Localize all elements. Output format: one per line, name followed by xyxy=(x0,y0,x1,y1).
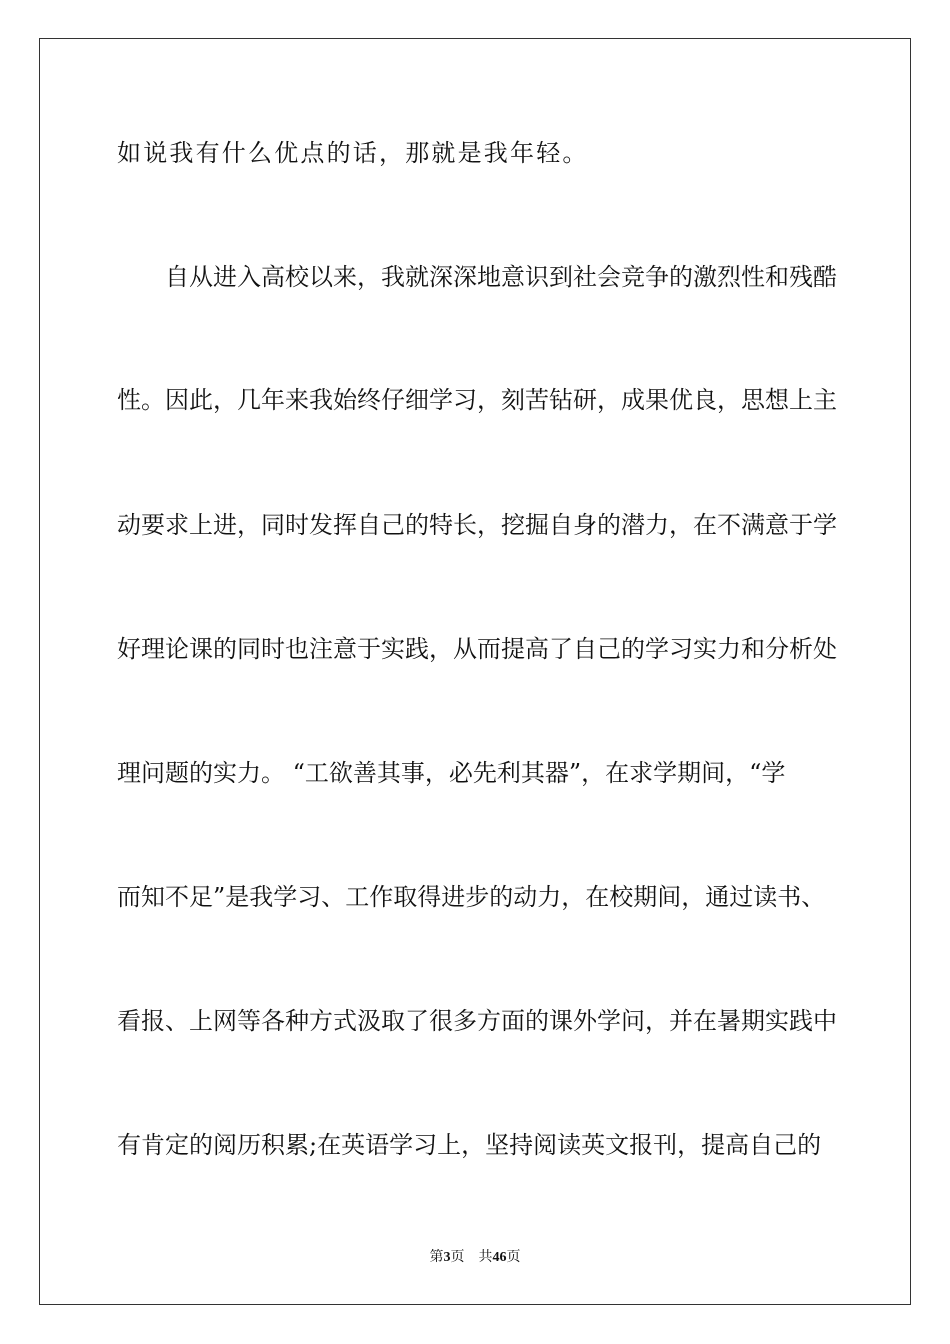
paragraph-line: 看报、上网等各种方式汲取了很多方面的课外学问，并在暑期实践中 xyxy=(117,1007,837,1035)
page-prefix: 第 xyxy=(429,1249,444,1265)
total-suffix: 页 xyxy=(506,1249,521,1265)
page-number: 3 xyxy=(443,1250,451,1265)
total-pages: 46 xyxy=(492,1250,507,1265)
paragraph-line: 如说我有什么优点的话，那就是我年轻。 xyxy=(117,139,589,167)
page-border xyxy=(39,38,911,1305)
paragraph-line: 性。因此，几年来我始终仔细学习，刻苦钻研，成果优良，思想上主 xyxy=(117,386,837,414)
paragraph-line: 自从进入高校以来，我就深深地意识到社会竞争的激烈性和残酷 xyxy=(165,263,837,291)
paragraph-line: 动要求上进，同时发挥自己的特长，挖掘自身的潜力，在不满意于学 xyxy=(117,511,837,539)
paragraph-line: 而知不足”是我学习、工作取得进步的动力，在校期间，通过读书、 xyxy=(117,883,826,911)
page-suffix: 页 xyxy=(450,1249,465,1265)
paragraph-line: 有肯定的阅历积累;在英语学习上，坚持阅读英文报刊，提高自己的 xyxy=(117,1131,822,1159)
paragraph-line: 好理论课的同时也注意于实践，从而提高了自己的学习实力和分析处 xyxy=(117,635,837,663)
paragraph-line: 理问题的实力。 “工欲善其事，必先利其器”，在求学期间，“学 xyxy=(117,759,786,787)
page-footer xyxy=(0,1248,950,1267)
total-prefix: 共 xyxy=(478,1249,493,1265)
